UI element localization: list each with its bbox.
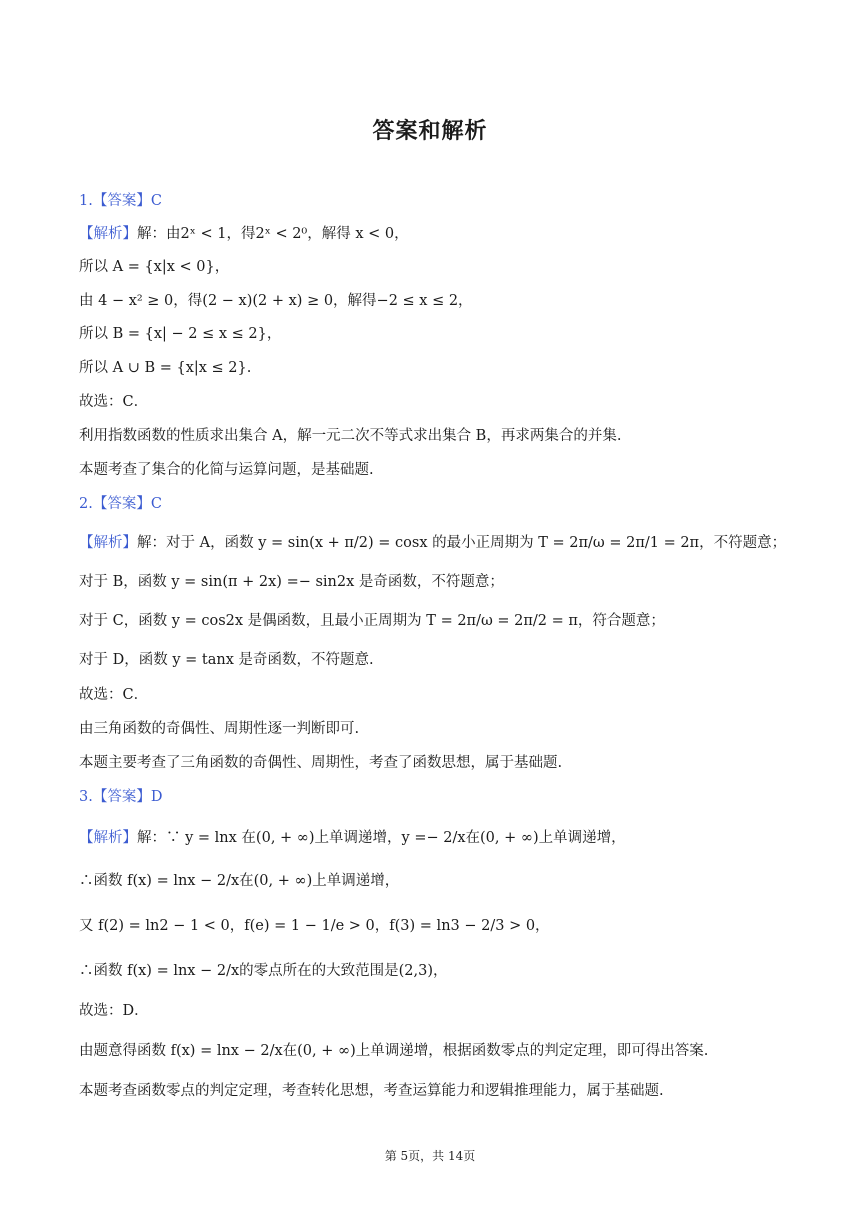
q3-line-1 [79, 828, 800, 848]
q2-line-7: 本题主要考查了三角函数的奇偶性、周期性，考查了函数思想，属于基础题. [79, 755, 563, 771]
q2-line-3: 对于 C，函数 y = cos2x 是偶函数，且最小正周期为 T = 2π/ω = 2π/2 = π，符合题意； [79, 613, 665, 629]
q1-line-7: 利用指数函数的性质求出集合 A，解一元二次不等式求出集合 B，再求两集合的并集. [79, 428, 622, 444]
q1-line-6: 故选：C． [79, 394, 149, 410]
q1-answer-heading: 1.【答案】C [79, 193, 162, 209]
q3-line-6: 由题意得函数 f(x) = lnx − 2/x在(0, + ∞)上单调递增，根据函数零点的判定定理，即可得出答案. [79, 1043, 709, 1059]
q3-answer-heading: 3.【答案】D [79, 789, 163, 805]
analysis-tag: 【解析】 [79, 226, 137, 242]
analysis-tag: 【解析】 [79, 535, 137, 551]
q1-line-2: 所以 A = {x|x < 0}， [79, 259, 230, 275]
q3-line-5: 故选：D． [79, 1003, 149, 1019]
q2-line-1-text: 解：对于 A，函数 y = sin(x + π/2) = cosx 的最小正周期为 T = 2π/ω = 2π/1 = 2π，不符题意； [137, 535, 787, 551]
q2-answer-heading: 2.【答案】C [79, 496, 162, 512]
page-title: 答案和解析 [372, 119, 488, 144]
q2-line-4: 对于 D，函数 y = tanx 是奇函数，不符题意. [79, 652, 374, 668]
page-footer: 第 5页，共 14页 [384, 1149, 476, 1163]
q1-line-4: 所以 B = {x| − 2 ≤ x ≤ 2}， [79, 326, 282, 342]
q1-line-5: 所以 A ∪ B = {x|x ≤ 2}. [79, 360, 252, 376]
q3-line-7: 本题考查函数零点的判定定理，考查转化思想，考查运算能力和逻辑推理能力，属于基础题. [79, 1083, 664, 1099]
analysis-tag: 【解析】 [79, 830, 137, 846]
q1-line-8: 本题考查了集合的化简与运算问题，是基础题. [79, 462, 374, 478]
q2-line-1 [79, 533, 800, 553]
q2-line-2: 对于 B，函数 y = sin(π + 2x) =− sin2x 是奇函数，不符题意； [79, 574, 504, 590]
q2-line-5: 故选：C． [79, 687, 149, 703]
q1-line-1-text: 解：由2ˣ < 1，得2ˣ < 2⁰，解得 x < 0， [137, 226, 409, 242]
q3-line-3: 又 f(2) = ln2 − 1 < 0，f(e) = 1 − 1/e > 0，f(3) = ln3 − 2/3 > 0， [79, 918, 550, 934]
q2-line-6: 由三角函数的奇偶性、周期性逐一判断即可. [79, 721, 360, 737]
q3-line-4: ∴函数 f(x) = lnx − 2/x的零点所在的大致范围是(2,3)， [79, 963, 448, 979]
q1-line-3: 由 4 − x² ≥ 0，得(2 − x)(2 + x) ≥ 0，解得−2 ≤ x ≤ 2， [79, 293, 473, 309]
q3-line-2: ∴函数 f(x) = lnx − 2/x在(0, + ∞)上单调递增， [79, 873, 400, 889]
q1-line-1 [79, 224, 800, 244]
q3-line-1-text: 解：∵ y = lnx 在(0, + ∞)上单调递增，y =− 2/x在(0, + ∞)上单调递增， [137, 830, 626, 846]
